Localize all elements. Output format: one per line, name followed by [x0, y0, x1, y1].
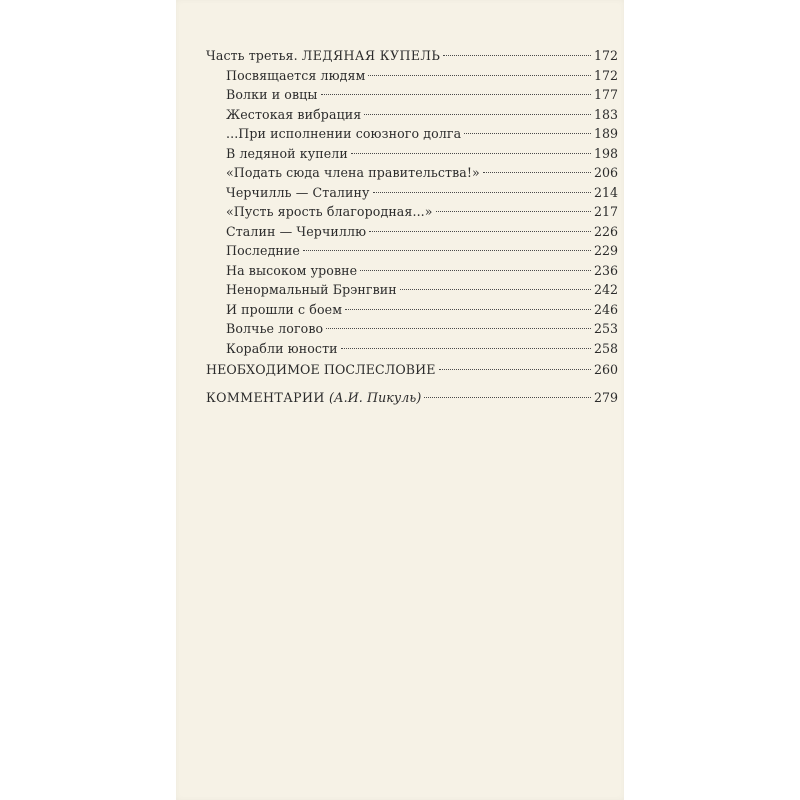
toc-page-number: 260: [593, 362, 618, 377]
toc-page-number: 206: [593, 165, 618, 180]
toc-chapter-row: [206, 183, 618, 203]
dot-leader: [400, 289, 591, 290]
toc-chapter-title: «Подать сюда члена правительства!»: [226, 165, 480, 180]
dot-leader: [464, 133, 591, 134]
toc-chapter-row: [206, 280, 618, 300]
toc-page-number: 242: [593, 282, 618, 297]
toc-comments-author: (А.И. Пикуль): [328, 389, 422, 405]
toc-chapter-title: Посвящается людям: [226, 67, 366, 83]
toc-chapter-row: [206, 339, 618, 359]
toc-chapter-row: [206, 261, 618, 281]
toc-chapter-title: Последние: [226, 243, 300, 258]
toc-page-number: 279: [593, 389, 618, 405]
toc-chapter-title: Черчилль — Сталину: [226, 184, 370, 200]
toc-chapter-row: [206, 85, 618, 105]
dot-leader: [351, 153, 591, 154]
toc-chapter-row: [206, 319, 618, 339]
toc-page-number: 226: [593, 223, 618, 239]
toc-page-number: 198: [593, 145, 618, 161]
toc-page-number: 183: [593, 106, 618, 122]
dot-leader: [436, 211, 591, 212]
toc-part-title: [206, 46, 440, 66]
toc-chapter-title: Сталин — Черчиллю: [226, 223, 367, 239]
toc-comments-label: КОММЕНТАРИИ: [206, 389, 325, 405]
dot-leader: [424, 397, 591, 398]
toc-page-number: 214: [593, 184, 618, 200]
toc-chapter-row: [206, 66, 618, 86]
dot-leader: [443, 55, 591, 56]
dot-leader: [439, 369, 591, 370]
toc-chapter-list: [206, 66, 618, 359]
table-of-contents: [206, 46, 618, 407]
toc-afterword-row: [206, 360, 618, 380]
toc-chapter-row: [206, 202, 618, 222]
toc-page-number: 177: [593, 87, 618, 102]
toc-chapter-row: [206, 163, 618, 183]
book-page: [176, 0, 624, 800]
toc-chapter-title: Корабли юности: [226, 340, 338, 356]
toc-chapter-title: ...При исполнении союзного долга: [226, 126, 462, 141]
dot-leader: [321, 94, 591, 95]
toc-page-number: 172: [593, 48, 618, 63]
toc-page-number: 258: [593, 340, 618, 356]
dot-leader: [364, 114, 591, 115]
toc-chapter-title: И прошли с боем: [226, 301, 343, 317]
dot-leader: [345, 309, 591, 310]
toc-chapter-title: Жестокая вибрация: [226, 106, 362, 122]
toc-page-number: 217: [593, 204, 618, 219]
toc-afterword-title: НЕОБХОДИМОЕ ПОСЛЕСЛОВИЕ: [206, 362, 436, 377]
toc-chapter-row: [206, 300, 618, 320]
toc-page-number: 236: [593, 262, 618, 278]
toc-page-number: 229: [593, 243, 618, 258]
toc-chapter-title: В ледяной купели: [226, 145, 348, 161]
toc-page-number: 246: [593, 301, 618, 317]
toc-chapter-row: [206, 222, 618, 242]
dot-leader: [341, 348, 591, 349]
toc-page-number: 189: [593, 126, 618, 141]
toc-chapter-title: На высоком уровне: [226, 262, 358, 278]
toc-comments-title: [206, 388, 421, 408]
toc-chapter-title: Волчье логово: [226, 321, 324, 336]
toc-chapter-row: [206, 241, 618, 261]
toc-chapter-row: [206, 105, 618, 125]
toc-part-prefix: Часть третья.: [206, 48, 298, 63]
toc-comments-row: [206, 388, 618, 408]
toc-part-row: [206, 46, 618, 66]
toc-chapter-title: Ненормальный Брэнгвин: [226, 282, 397, 297]
toc-chapter-row: [206, 124, 618, 144]
toc-page-number: 253: [593, 321, 618, 336]
dot-leader: [368, 75, 591, 76]
dot-leader: [303, 250, 591, 251]
dot-leader: [483, 172, 591, 173]
toc-part-name: ЛЕДЯНАЯ КУПЕЛЬ: [301, 48, 441, 63]
toc-page-number: 172: [593, 67, 618, 83]
dot-leader: [360, 270, 591, 271]
toc-chapter-title: Волки и овцы: [226, 87, 318, 102]
toc-chapter-title: «Пусть ярость благородная...»: [226, 204, 433, 219]
toc-chapter-row: [206, 144, 618, 164]
dot-leader: [326, 328, 591, 329]
dot-leader: [369, 231, 591, 232]
dot-leader: [373, 192, 591, 193]
